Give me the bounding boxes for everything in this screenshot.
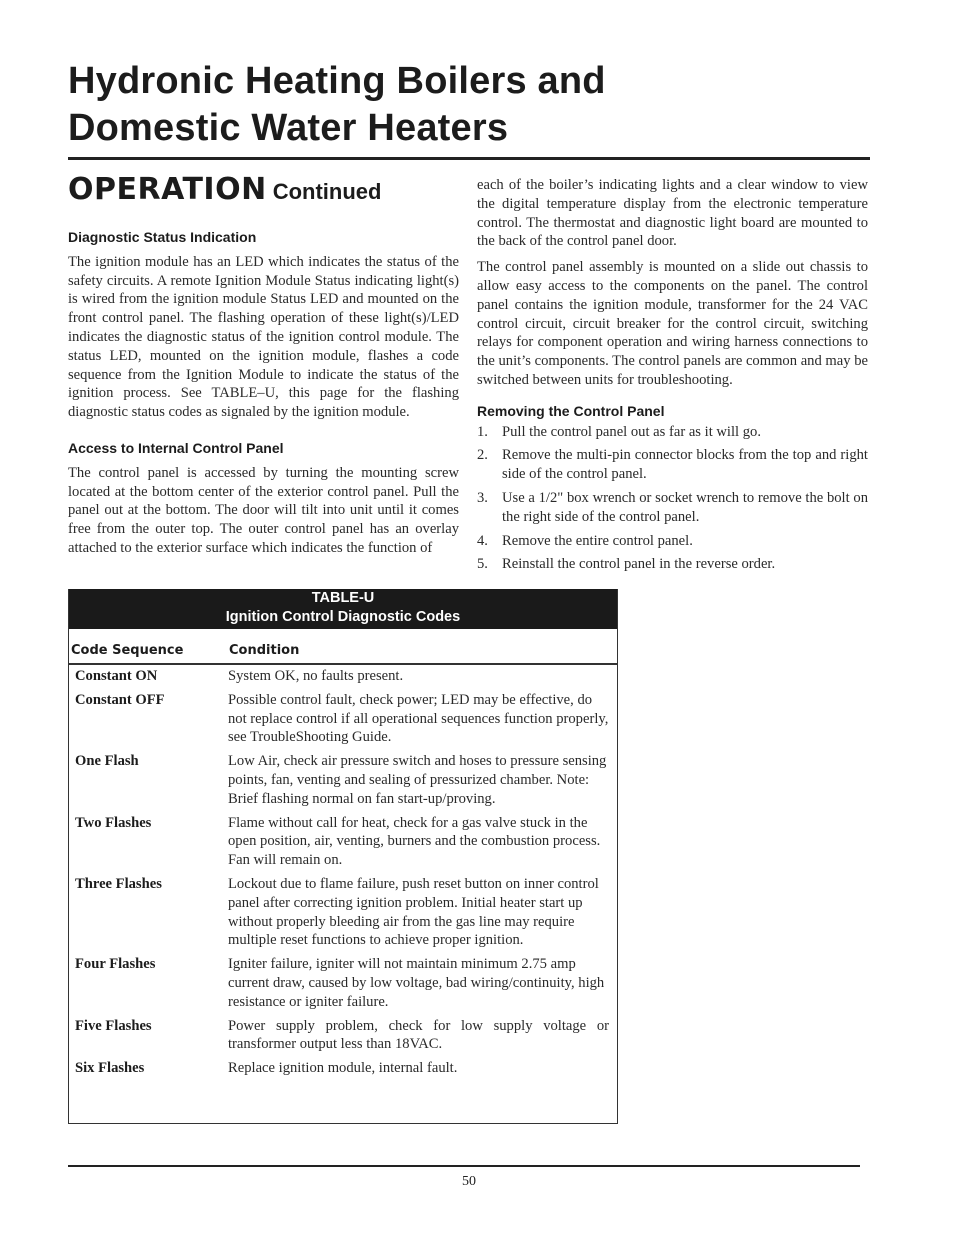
- document-title: [68, 58, 888, 152]
- title-line-1: Hydronic Heating Boilers and: [68, 60, 606, 102]
- diagnostic-codes-table: [68, 589, 618, 1124]
- condition-cell: System OK, no faults present.: [228, 668, 404, 684]
- code-cell: Three Flashes: [75, 875, 162, 892]
- code-cell: Two Flashes: [75, 814, 152, 831]
- access-panel-paragraph: The control panel is accessed by turning the mounting screw located at the bottom center of the exterior control panel. Pull the panel out at the bottom. The door will tilt into unit until it comes free from the outer top. The outer control panel has an overlay attached to the exterior surface which indicates the function of: [68, 464, 459, 556]
- table-label: TABLE-U: [311, 590, 375, 606]
- page-number: 50: [462, 1174, 476, 1189]
- removal-step: [477, 532, 868, 551]
- condition-cell: Igniter failure, igniter will not maintain minimum 2.75 amp current draw, caused by low voltage, bad wiring/continuity, high resistance or igniter failure.: [228, 956, 605, 1010]
- table-row: [69, 955, 617, 1011]
- step-number: 2.: [477, 447, 488, 464]
- section-title: OPERATION: [68, 172, 267, 207]
- table-row: [69, 667, 617, 686]
- table-caption: Ignition Control Diagnostic Codes: [225, 609, 461, 625]
- diagnostic-status-paragraph: The ignition module has an LED which indicates the status of the safety circuits. A remote Ignition Module Status indicating light(s) is wired from the ignition module Status LED and mounted on the front control panel. The flashing operation of these light(s)/LED indicates the diagnostic status of the ignition control module. The status LED, mounted on the ignition module, flashes a code sequence from the Ignition Module to indicate the status of the ignition process. See TABLE–U, this page for the flashing diagnostic status codes as signaled by the ignition module.: [68, 253, 459, 421]
- removing-panel-heading: Removing the Control Panel: [477, 402, 665, 419]
- access-panel-heading: Access to Internal Control Panel: [68, 439, 284, 456]
- step-text: Remove the multi-pin connector blocks from the top and right side of the control panel.: [502, 447, 868, 483]
- code-cell: Five Flashes: [75, 1017, 152, 1034]
- table-header: [69, 589, 617, 629]
- condition-cell: Flame without call for heat, check for a gas valve stuck in the open position, air, venting, burners and the combustion process. Fan will remain on.: [228, 814, 601, 869]
- table-row: [69, 752, 617, 808]
- removal-step: [477, 555, 868, 574]
- table-row: [69, 1017, 617, 1055]
- removal-steps-list: [477, 423, 868, 575]
- table-column-headers: [69, 629, 618, 665]
- condition-cell: Power supply problem, check for low supply voltage or transformer output less than 18VAC.: [228, 1017, 609, 1053]
- code-cell: Six Flashes: [75, 1060, 145, 1077]
- removal-step: [477, 489, 868, 527]
- table-row: [69, 1059, 617, 1078]
- code-cell: Four Flashes: [75, 956, 156, 973]
- section-continued-label: Continued: [272, 179, 382, 204]
- code-cell: Constant ON: [75, 668, 158, 684]
- condition-cell: Low Air, check air pressure switch and hoses to pressure sensing points, fan, venting and sealing of pressurized chamber. Note: Brief flashing normal on fan start-up/proving.: [228, 753, 607, 807]
- step-number: 4.: [477, 532, 488, 549]
- condition-cell: Possible control fault, check power; LED may be effective, do not replace control if all operational sequences function properly, see TroubleShooting Guide.: [228, 691, 609, 746]
- left-column: [68, 228, 459, 565]
- code-cell: One Flash: [75, 753, 139, 770]
- diagnostic-status-heading: Diagnostic Status Indication: [68, 229, 257, 245]
- step-number: 1.: [477, 423, 488, 440]
- table-row: [69, 691, 617, 747]
- removal-step: [477, 423, 868, 442]
- continued-paragraph: each of the boiler’s indicating lights and a clear window to view the digital temperature display from the electronic temperature control. The thermostat and diagnostic light board are mounted to the back of the control panel door.: [477, 177, 868, 250]
- step-text: Use a 1/2" box wrench or socket wrench to remove the bolt on the right side of the control panel.: [502, 489, 868, 525]
- condition-cell: Lockout due to flame failure, push reset button on inner control panel after correcting ignition problem. Initial heater start up without properly bleeding air from the gas line may require multiple reset functions to achieve proper ignition.: [228, 875, 599, 949]
- table-row: [69, 814, 617, 870]
- table-body: [69, 665, 617, 1078]
- table-row: [69, 875, 617, 950]
- column-header-code: Code Sequence: [71, 643, 184, 658]
- code-cell: Constant OFF: [75, 691, 165, 708]
- step-number: 5.: [477, 556, 488, 573]
- title-rule: [68, 157, 870, 160]
- chassis-paragraph: The control panel assembly is mounted on a slide out chassis to allow easy access to the components on the panel. The control panel contains the ignition module, transformer for the 24 VAC control circuit, circuit breaker for the control circuit, switching relays for component operation and wiring harness connections to the unit’s components. The control panels are common and may be switched between units for troubleshooting.: [477, 259, 868, 388]
- step-text: Pull the control panel out as far as it will go.: [502, 423, 761, 440]
- condition-cell: Replace ignition module, internal fault.: [228, 1060, 458, 1077]
- column-header-condition: Condition: [229, 643, 300, 658]
- step-number: 3.: [477, 489, 488, 506]
- footer-rule: [68, 1165, 860, 1167]
- title-line-2: Domestic Water Heaters: [68, 107, 509, 149]
- step-text: Reinstall the control panel in the reverse order.: [502, 556, 776, 573]
- right-column: [477, 176, 868, 579]
- step-text: Remove the entire control panel.: [502, 532, 693, 549]
- removal-step: [477, 446, 868, 484]
- section-heading: [68, 172, 381, 207]
